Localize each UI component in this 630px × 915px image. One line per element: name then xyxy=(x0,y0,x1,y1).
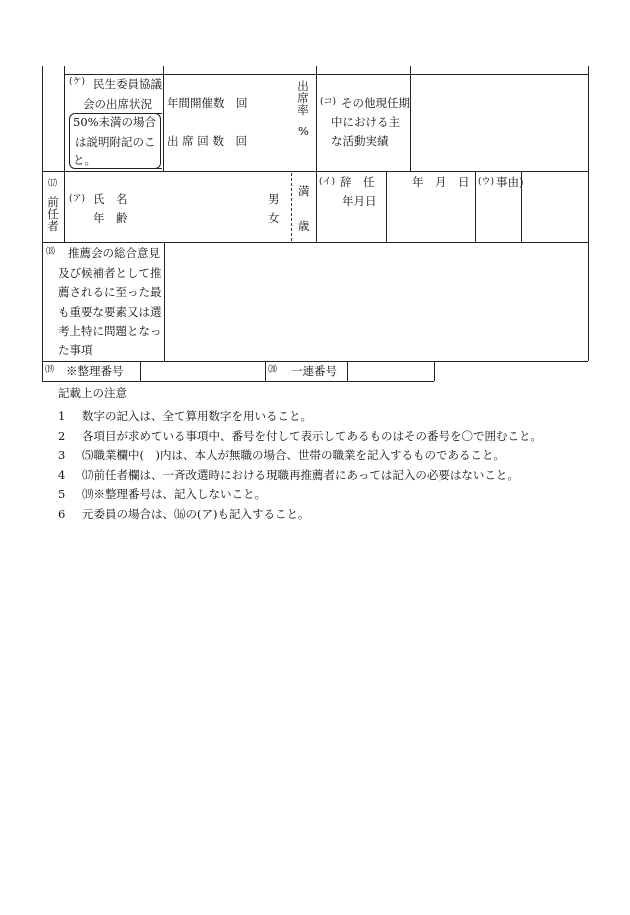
note-text: 数字の記入は、全て算用数字を用いること。 xyxy=(82,409,312,423)
section-20-number: ⒇ xyxy=(268,365,278,375)
ke-line-2: 会の出席状況 xyxy=(83,97,152,111)
note-text: ⒆※整理番号は、記入しないこと。 xyxy=(82,487,266,501)
resign-date-label: 年月日 xyxy=(342,194,377,208)
note-number: 1 xyxy=(58,409,66,423)
row18-top-line xyxy=(42,242,588,243)
age-label: 年 齢 xyxy=(93,211,128,225)
note-item xyxy=(58,428,542,444)
ko-line-2: 中における主 xyxy=(331,115,400,129)
note-item xyxy=(58,467,519,483)
resign-label: 辞 任 xyxy=(340,175,375,189)
note-item xyxy=(58,506,309,522)
overall-opinion-line-5: 考上特に問題となっ xyxy=(58,324,162,338)
dashed-divider xyxy=(291,173,292,241)
overall-opinion-line-4: も重要な要素又は選 xyxy=(58,305,162,319)
annual-meetings-label: 年間開催数 回 xyxy=(167,96,248,110)
note-text: ⑸職業欄中( )内は、本人が無職の場合、世帯の職業を記入するものであること。 xyxy=(82,448,505,462)
ko-line-3: な活動実績 xyxy=(331,134,389,148)
ko-line-1: その他現任期 xyxy=(341,96,410,110)
ke-label: (ケ) xyxy=(69,77,86,87)
reason-label: 事由) xyxy=(496,175,524,189)
note-text: ⒄前任者欄は、一斉改選時における現職再推薦者にあっては記入の必要はないこと。 xyxy=(82,468,519,482)
attendance-count-label: 出 席 回 数 回 xyxy=(167,134,247,148)
note-item xyxy=(58,486,266,502)
full-age-label-top: 満 xyxy=(298,184,310,198)
ke-line-4: は説明附記のこ xyxy=(75,135,156,149)
section-17-number: ⒄ xyxy=(48,179,58,189)
predecessor-label: 前 任 者 xyxy=(47,195,59,234)
note-number: 4 xyxy=(58,468,66,482)
ke-line-1: 民生委員協議 xyxy=(93,77,162,91)
ko-label: (コ) xyxy=(320,97,337,107)
ke-line-5: と。 xyxy=(73,153,96,167)
note-item xyxy=(58,408,312,424)
female-label: 女 xyxy=(268,211,280,225)
section-18-number: ⒅ xyxy=(46,247,56,257)
row17-top-line xyxy=(42,171,588,172)
serial-number-label: 一連番号 xyxy=(291,364,337,378)
male-label: 男 xyxy=(268,192,280,206)
ke-line-3: 50%未満の場合 xyxy=(73,115,157,129)
row19-bottom-line xyxy=(42,381,434,382)
u-label: (ウ) xyxy=(478,177,495,187)
note-number: 2 xyxy=(58,429,66,443)
overall-opinion-line-1: 推薦会の総合意見 xyxy=(68,246,160,260)
notes-heading: 記載上の注意 xyxy=(58,386,127,400)
section-19-number: ⒆ xyxy=(45,365,55,375)
overall-opinion-line-3: 薦されるに至った最 xyxy=(58,285,162,299)
table-right-border xyxy=(588,66,589,361)
row19-top-line xyxy=(42,361,588,362)
note-number: 5 xyxy=(58,487,66,501)
attendance-rate-label: 出 席 率 xyxy=(297,79,309,118)
full-age-label-bottom: 歳 xyxy=(298,219,310,233)
table-left-border-top xyxy=(42,66,43,171)
note-text: 元委員の場合は、⒃の(ア)も記入すること。 xyxy=(82,507,310,521)
a-label: (ア) xyxy=(69,194,86,204)
name-label: 氏 名 xyxy=(93,192,128,206)
note-number: 6 xyxy=(58,507,66,521)
table-inner-left-border xyxy=(64,66,65,171)
row16-top-line xyxy=(64,74,588,75)
note-number: 3 xyxy=(58,448,66,462)
i-label: (イ) xyxy=(319,177,336,187)
overall-opinion-line-6: た事項 xyxy=(58,343,93,357)
note-item xyxy=(58,447,505,463)
year-month-day-label: 年 月 日 xyxy=(412,175,470,189)
overall-opinion-line-2: 及び候補者として推 xyxy=(58,266,162,280)
note-text: 各項目が求めている事項中、番号を付して表示してあるものはその番号を〇で囲むこと。 xyxy=(82,429,542,443)
reference-number-label: ※整理番号 xyxy=(66,364,124,378)
percent-sign: % xyxy=(298,124,309,138)
